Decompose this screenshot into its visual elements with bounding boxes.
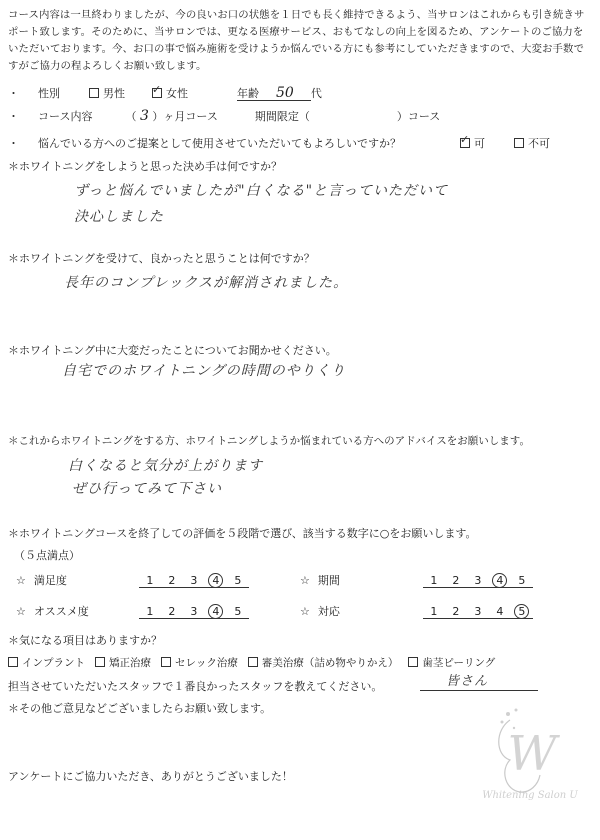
rating-number-selected[interactable] bbox=[205, 604, 227, 619]
logo-graphic bbox=[470, 700, 590, 825]
staff-answer: 皆さん bbox=[446, 674, 489, 689]
rating-number[interactable]: 2 bbox=[168, 574, 176, 587]
bullet: ・ bbox=[8, 110, 19, 123]
bullet: ・ bbox=[8, 87, 19, 100]
q4-question: ＊これからホワイトニングをする方、ホワイトニングしようか悩まれている方へのアドバイスをお願いします。 bbox=[8, 435, 530, 447]
rating-number[interactable]: 2 bbox=[452, 605, 460, 618]
rating-number[interactable]: 1 bbox=[146, 605, 154, 618]
rating-label: 対応 bbox=[317, 605, 340, 618]
salon-logo bbox=[470, 700, 590, 825]
interest-checkbox[interactable] bbox=[161, 657, 171, 667]
q1-question: ＊ホワイトニングをしようと思った決め手は何ですか？ bbox=[8, 160, 283, 173]
rating-number-selected[interactable] bbox=[205, 573, 227, 588]
interest-label: インプラント bbox=[22, 657, 85, 669]
q1-answer-line1: ずっと悩んでいましたが"白くなる"と言っていただいて bbox=[74, 183, 449, 199]
rating-number[interactable]: 2 bbox=[452, 574, 460, 587]
rating-number[interactable]: 3 bbox=[474, 574, 482, 587]
interest-label: 矯正治療 bbox=[109, 657, 151, 669]
rating-number[interactable]: 5 bbox=[518, 574, 526, 587]
other-question: ＊その他ご意見などございましたらお願い致します。 bbox=[8, 702, 272, 715]
interest-label: セレック治療 bbox=[175, 657, 238, 669]
permission-options bbox=[460, 135, 550, 151]
rating-number[interactable]: 3 bbox=[190, 605, 198, 618]
selected-circle: 5 bbox=[514, 604, 529, 619]
selected-circle: 4 bbox=[492, 573, 507, 588]
rating-number[interactable]: 3 bbox=[190, 574, 198, 587]
age-value: 50 bbox=[276, 85, 294, 101]
evaluation-scale-note: （５点満点） bbox=[14, 549, 80, 562]
rating-scale bbox=[423, 605, 533, 619]
staff-answer-field[interactable] bbox=[420, 674, 538, 691]
months-open: （ bbox=[125, 110, 137, 123]
permission-no-label: 不可 bbox=[528, 137, 550, 150]
star-icon: ☆ bbox=[16, 574, 26, 587]
limited-close: ）コース bbox=[396, 110, 441, 123]
female-checkbox[interactable] bbox=[152, 88, 162, 98]
rating-number[interactable]: 2 bbox=[168, 605, 176, 618]
interest-list bbox=[8, 655, 505, 670]
staff-question: 担当させていただいたスタッフで１番良かったスタッフを教えてください。 bbox=[8, 680, 383, 693]
months-value: 3 bbox=[139, 108, 149, 124]
rating-number[interactable]: 4 bbox=[496, 605, 504, 618]
course-row bbox=[8, 108, 440, 124]
rating-number[interactable]: 5 bbox=[234, 574, 242, 587]
rating-label: オススメ度 bbox=[33, 605, 89, 618]
rating-row bbox=[300, 603, 533, 619]
permission-question: 悩んでいる方へのご提案として使用させていただいてもよろしいですか？ bbox=[38, 137, 401, 150]
q3-answer-line1: 自宅でのホワイトニングの時間のやりくり bbox=[62, 363, 346, 379]
permission-row bbox=[8, 135, 401, 151]
star-icon: ☆ bbox=[300, 605, 310, 618]
q4-answer-line2: ぜひ行ってみて下さい bbox=[72, 481, 222, 497]
rating-row bbox=[300, 572, 533, 588]
interest-label: 審美治療（詰め物やりかえ） bbox=[261, 657, 399, 669]
rating-row bbox=[16, 572, 249, 588]
rating-row bbox=[16, 603, 249, 619]
rating-number[interactable]: 1 bbox=[146, 574, 154, 587]
age-label: 年齢 bbox=[237, 87, 259, 100]
permission-yes-label: 可 bbox=[474, 137, 485, 150]
permission-yes-checkbox[interactable] bbox=[460, 138, 470, 148]
rating-label: 満足度 bbox=[33, 574, 67, 587]
interest-checkbox[interactable] bbox=[95, 657, 105, 667]
age-field[interactable] bbox=[237, 87, 311, 101]
evaluation-question: ＊ホワイトニングコースを終了しての評価を５段階で選び、該当する数字に○をお願いします。 bbox=[8, 527, 477, 540]
rating-label: 期間 bbox=[317, 574, 340, 587]
star-icon: ☆ bbox=[16, 605, 26, 618]
selected-circle: 4 bbox=[208, 604, 223, 619]
bullet: ・ bbox=[8, 137, 19, 150]
rating-number-selected[interactable] bbox=[489, 573, 511, 588]
logo-name: Whitening Salon U bbox=[482, 790, 578, 801]
interest-question: ＊気になる項目はありますか？ bbox=[8, 634, 162, 647]
star-icon: ☆ bbox=[300, 574, 310, 587]
gender-label: 性別 bbox=[38, 87, 60, 100]
rating-number[interactable]: 1 bbox=[430, 605, 438, 618]
rating-number-selected[interactable] bbox=[511, 604, 533, 619]
logo-monogram: W bbox=[507, 726, 557, 782]
rating-scale bbox=[139, 574, 249, 588]
interest-checkbox[interactable] bbox=[408, 657, 418, 667]
interest-checkbox[interactable] bbox=[248, 657, 258, 667]
q1-answer-line2: 決心しました bbox=[74, 209, 164, 225]
rating-scale bbox=[423, 574, 533, 588]
q4-answer-line1: 白くなると気分が上がります bbox=[68, 458, 263, 474]
months-close: ）ヶ月コース bbox=[152, 110, 218, 123]
rating-number[interactable]: 3 bbox=[474, 605, 482, 618]
interest-label: 歯茎ピーリング bbox=[422, 657, 496, 669]
gender-row bbox=[8, 85, 322, 101]
male-label: 男性 bbox=[103, 87, 125, 100]
age-unit: 代 bbox=[310, 87, 322, 100]
permission-no-checkbox[interactable] bbox=[514, 138, 524, 148]
rating-number[interactable]: 1 bbox=[430, 574, 438, 587]
q2-answer-line1: 長年のコンプレックスが解消されました。 bbox=[64, 275, 349, 291]
interest-checkbox[interactable] bbox=[8, 657, 18, 667]
rating-scale bbox=[139, 605, 249, 619]
q2-question: ＊ホワイトニングを受けて、良かったと思うことは何ですか？ bbox=[8, 252, 315, 265]
rating-number[interactable]: 5 bbox=[234, 605, 242, 618]
male-checkbox[interactable] bbox=[89, 88, 99, 98]
course-label: コース内容 bbox=[38, 110, 93, 123]
intro-text: コース内容は一旦終わりましたが、今の良いお口の状態を１日でも長く維持できるよう、当サロンはこれからも引き続きサポート致します。そのために、当サロンでは、更なる医療サービス、おもてなしの向上を図るため、アンケートのご協力をいただいております。今、お口の事で悩み施術を受けようか悩んでいる方にも参考にしていただきますので、大変お手数ですがご協力の程よろしくお願い致します。 bbox=[8, 9, 585, 72]
selected-circle: 4 bbox=[208, 573, 223, 588]
q3-question: ＊ホワイトニング中に大変だったことについてお聞かせください。 bbox=[8, 344, 337, 357]
thanks-text: アンケートにご協力いただき、ありがとうございました！ bbox=[8, 770, 293, 783]
limited-label: 期間限定（ bbox=[254, 110, 310, 123]
female-label: 女性 bbox=[166, 87, 188, 100]
